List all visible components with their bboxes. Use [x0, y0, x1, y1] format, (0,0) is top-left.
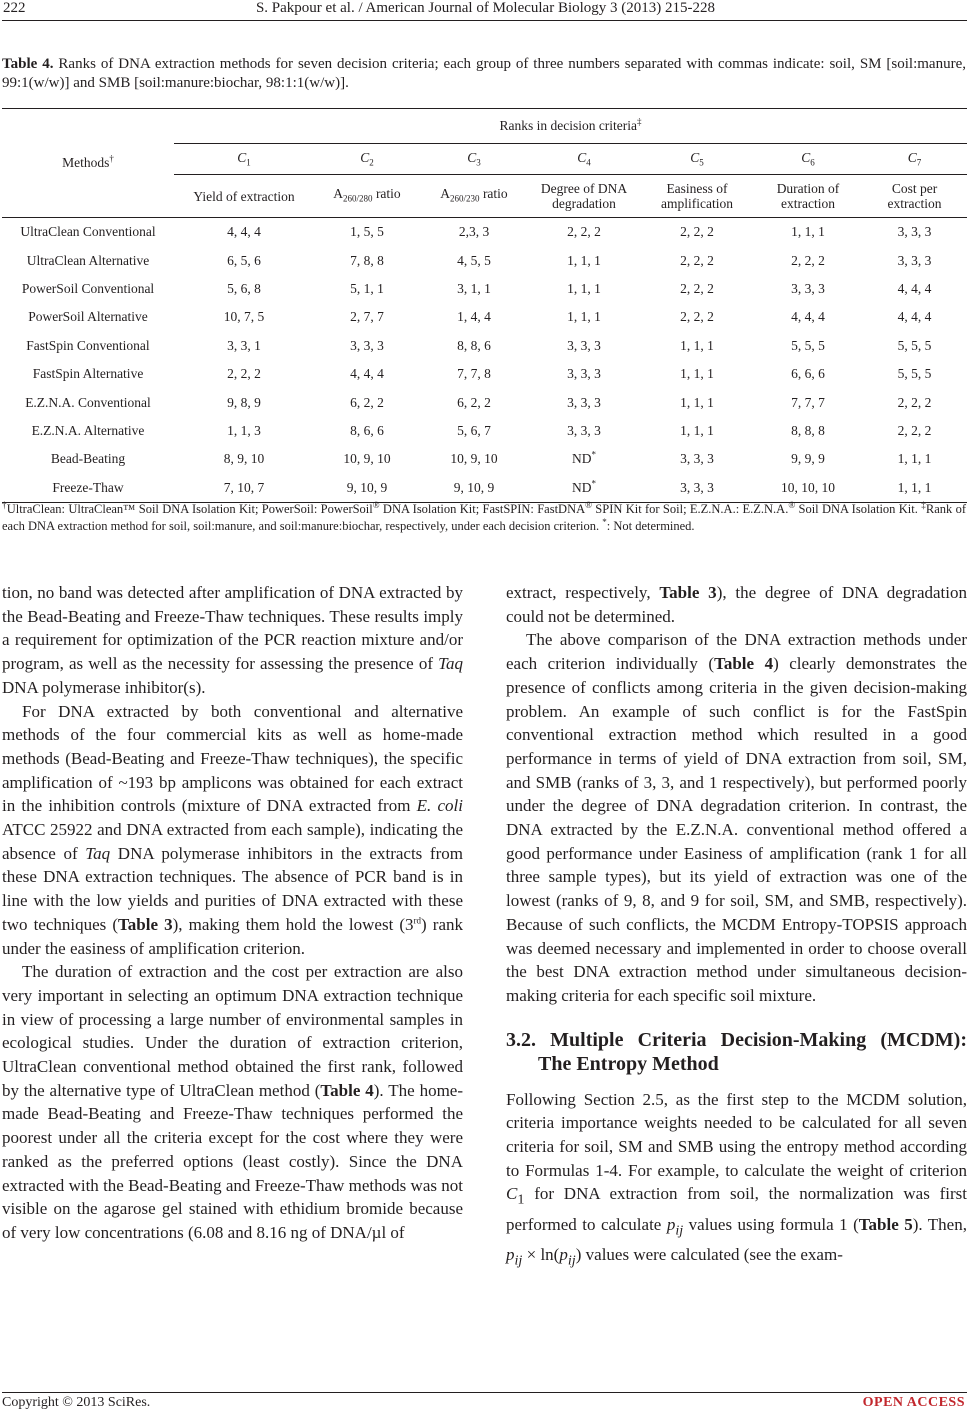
table-footnote: †UltraClean: UltraClean™ Soil DNA Isolation Kit; PowerSoil: PowerSoil® DNA Isolation Kit; FastSPIN: FastDNA® SPIN Kit for Soil; E.Z.N.A.: E.Z.N.A.® Soil DNA Isolation Kit. ‡Rank of each DNA extraction method for soil, soil:manure, and soil:manure:biochar, respectively, under each decision criterion. *: Not determined. [2, 499, 967, 533]
rank-cell: 2, 2, 2 [227, 366, 261, 382]
rank-cell: 9, 9, 9 [791, 451, 825, 467]
rank-cell: 7, 7, 8 [457, 366, 491, 382]
rank-cell: 1, 1, 1 [680, 394, 714, 410]
footer-rule [2, 1392, 967, 1393]
rank-cell: 2, 2, 2 [680, 280, 714, 296]
method-name: PowerSoil Alternative [28, 309, 148, 325]
rank-cell: 5, 5, 5 [897, 337, 932, 353]
method-name: Bead-Beating [50, 451, 126, 467]
rank-cell: 1, 1, 1 [567, 309, 601, 325]
section-heading: 3.2. Multiple Criteria Decision-Making (MCDM): The Entropy Method [506, 1028, 967, 1075]
method-name: UltraClean Alternative [26, 252, 150, 268]
method-name: Freeze-Thaw [2, 474, 174, 503]
rank-cell: 3, 3, 3 [897, 224, 932, 240]
rank-cell: 7, 10, 7 [174, 474, 314, 503]
method-name: FastSpin Conventional [26, 337, 150, 353]
criterion-label: $A_{260/230}$ ratio [420, 175, 528, 218]
rank-cell: 10, 10, 10 [754, 474, 862, 503]
criterion-label: Yield of extraction [174, 175, 314, 218]
page-number: 222 [3, 0, 26, 16]
rank-cell: 5, 6, 8 [227, 280, 261, 296]
table-row [2, 360, 967, 388]
table-row [2, 275, 967, 303]
rank-cell: 4, 4, 4 [897, 280, 932, 296]
criteria-span-header: Ranks in decision criteria‡ [174, 109, 967, 144]
rank-cell: 8, 6, 6 [350, 422, 384, 438]
rank-cell: 1, 1, 3 [227, 422, 261, 438]
rank-cell: 5, 6, 7 [457, 422, 491, 438]
right-paragraph-1: extract, respectively, Table 3), the degree of DNA degradation could not be determined. [506, 583, 967, 626]
rank-cell: 2, 2, 2 [680, 252, 714, 268]
table-row [2, 445, 967, 473]
table-row [2, 246, 967, 274]
method-name: E.Z.N.A. Alternative [31, 422, 145, 438]
criterion-label: Duration of extraction [754, 175, 862, 218]
criterion-symbol: $C_6$ [754, 144, 862, 175]
rank-cell: 1, 1, 1 [567, 280, 601, 296]
criterion-label: Degree of DNA degradation [528, 175, 640, 218]
rank-cell: 8, 8, 8 [791, 422, 825, 438]
rank-cell: 2, 7, 7 [350, 309, 384, 325]
rank-cell: 1, 1, 1 [680, 337, 714, 353]
rank-cell: 3, 3, 3 [791, 280, 825, 296]
rank-cell: 2, 2, 2 [791, 252, 825, 268]
right-column [506, 581, 967, 1273]
rank-cell: 3, 3, 3 [567, 337, 601, 353]
rank-cell: 4, 4, 4 [791, 309, 825, 325]
rank-cell: 9, 8, 9 [227, 394, 261, 410]
table-row [2, 332, 967, 360]
rank-cell: 2,3, 3 [458, 224, 490, 240]
rank-cell: 10, 7, 5 [223, 309, 265, 325]
rank-cell: 10, 9, 10 [343, 451, 391, 467]
rank-cell: ND* [528, 474, 640, 503]
method-name: UltraClean Conventional [20, 224, 156, 240]
table-caption-label: Table 4. [2, 56, 54, 72]
rank-cell: 2, 2, 2 [680, 224, 714, 240]
rank-cell: 2, 2, 2 [680, 309, 714, 325]
rank-cell: 6, 2, 2 [457, 394, 491, 410]
rank-cell: 3, 3, 3 [680, 451, 714, 467]
rank-cell: 3, 1, 1 [457, 280, 491, 296]
table-row [2, 218, 967, 247]
rank-cell: ND* [572, 449, 596, 467]
rank-cell: 4, 4, 4 [350, 366, 384, 382]
page-header [0, 0, 971, 22]
table-row [2, 417, 967, 445]
table-row [2, 474, 967, 503]
copyright: Copyright © 2013 SciRes. [2, 1395, 151, 1410]
rank-cell: 4, 4, 4 [227, 224, 261, 240]
rank-cell: 3, 3, 1 [227, 337, 261, 353]
criterion-label: $A_{260/280}$ ratio [314, 175, 420, 218]
table-caption [2, 55, 966, 93]
rank-cell: 3, 3, 3 [897, 252, 932, 268]
rank-cell: 3, 3, 3 [567, 422, 601, 438]
rank-cell: 1, 4, 4 [457, 309, 491, 325]
rank-cell: 8, 8, 6 [457, 337, 491, 353]
rank-cell: 3, 3, 3 [567, 394, 601, 410]
methods-header: Methods† [2, 109, 174, 218]
rank-cell: 7, 7, 7 [791, 394, 825, 410]
rank-cell: 9, 10, 9 [420, 474, 528, 503]
rank-cell: 1, 1, 1 [862, 474, 967, 503]
rank-cell: 2, 2, 2 [897, 422, 932, 438]
rank-cell: 1, 1, 1 [897, 451, 932, 467]
rank-cell: 10, 9, 10 [450, 451, 498, 467]
rank-cell: 1, 5, 5 [350, 224, 384, 240]
table-caption-text: Ranks of DNA extraction methods for seven decision criteria; each group of three numbers separated with commas indicate: soil, SM [soil:manure, 99:1(w/w)] and SMB [soil:manure:biochar, 98:1:1(w/w)]. [2, 56, 966, 91]
right-paragraph-2: The above comparison of the DNA extraction methods under each criterion individually (Table 4) clearly demonstrates the presence of conflicts among criteria in the given decision-making problem. An example of such conflict is for the FastSpin conventional extraction method which resulted in a good performance in terms of yield of DNA extraction from soil, SM, and SMB (ranks of 3, 3, and 1 respectively), but performed poorly under the degree of DNA degradation criterion. In contrast, the DNA extracted by the E.Z.N.A. conventional method offered a good performance under Easiness of amplification (rank 1 for all three sample types), but its yield of extraction was one of the lowest (ranks of 9, 8, and 9 for soil, SM, and SMB, respectively). Because of such conflicts, the MCDM Entropy-TOPSIS approach was deemed necessary and implemented in order to choose overall the best DNA extraction method under simultaneous decision-making criteria for each specific soil mixture. [506, 630, 967, 1005]
criterion-symbol: $C_3$ [420, 144, 528, 175]
criterion-symbol: $C_4$ [528, 144, 640, 175]
rank-cell: 6, 2, 2 [350, 394, 384, 410]
left-paragraph-2: For DNA extracted by both conventional and alternative methods of the four commercial kits as well as home-made methods (Bead-Beating and Freeze-Thaw techniques), the specific amplification of ~193 bp amplicons was obtained for each extract in the inhibition controls (mixture of DNA extracted from E. coli ATCC 25922 and DNA extracted from each sample), indicating the absence of Taq DNA polymerase inhibitors in the extracts from these DNA extraction techniques. The absence of PCR band is in line with the low yields and purities of DNA extracted with these two techniques (Table 3), making them hold the lowest (3rd) rank under the easiness of amplification criterion. [2, 701, 463, 958]
rank-cell: 1, 1, 1 [567, 252, 601, 268]
rank-cell: 2, 2, 2 [567, 224, 601, 240]
method-name: E.Z.N.A. Conventional [25, 394, 151, 410]
method-name: FastSpin Alternative [32, 366, 144, 382]
rank-cell: 1, 1, 1 [791, 224, 825, 240]
left-column [2, 581, 463, 1245]
rank-cell: 5, 5, 5 [791, 337, 825, 353]
rank-cell: 7, 8, 8 [350, 252, 384, 268]
rank-cell: 1, 1, 1 [680, 366, 714, 382]
ranks-table [2, 108, 967, 503]
header-rule [2, 20, 967, 21]
table-row [2, 388, 967, 416]
rank-cell: 3, 3, 3 [640, 474, 754, 503]
rank-cell: 4, 5, 5 [457, 252, 491, 268]
criterion-symbol: $C_1$ [174, 144, 314, 175]
right-paragraph-3: Following Section 2.5, as the first step to the MCDM solution, criteria importance weights needed to be calculated for all seven criteria for soil, SM and SMB using the entropy method according to Formulas 1-4. For example, to calculate the weight of criterion $C_1$ for DNA extraction from soil, the normalization was first performed to calculate $p_{ij}$ values using formula 1 (Table 5). Then, $p_{ij} \times \ln(p_{ij})$ values were calculated (see the exam- [506, 1089, 967, 1269]
criterion-label: Cost per extraction [862, 175, 967, 218]
left-paragraph-3: The duration of extraction and the cost per extraction are also very important in selecting an optimum DNA extraction technique in view of processing a large number of environmental samples in ecological studies. Under the duration of extraction criterion, UltraClean conventional method obtained the first rank, followed by the alternative type of UltraClean method (Table 4). The home-made Bead-Beating and Freeze-Thaw techniques performed the poorest under all the criteria except for the cost where they were ranked as the preferred options (least costly). Since the DNA extracted with the Bead-Beating and Freeze-Thaw methods was not visible on the agarose gel stained with ethidium bromide because of very low concentrations (6.08 and 8.16 ng of DNA/µl of [2, 962, 463, 1242]
criterion-symbol: $C_2$ [314, 144, 420, 175]
criterion-symbol: $C_5$ [640, 144, 754, 175]
rank-cell: 6, 6, 6 [791, 366, 825, 382]
rank-cell: 5, 5, 5 [897, 366, 932, 382]
rank-cell: 8, 9, 10 [223, 451, 265, 467]
rank-cell: 5, 1, 1 [350, 280, 384, 296]
rank-cell: 9, 10, 9 [314, 474, 420, 503]
left-paragraph-1: tion, no band was detected after amplification of DNA extracted by the Bead-Beating and Freeze-Thaw techniques. These results imply a requirement for optimization of the PCR reaction mixture and/or program, as well as the necessity for assessing the presence of Taq DNA polymerase inhibitor(s). [2, 583, 463, 697]
rank-cell: 1, 1, 1 [680, 422, 714, 438]
rank-cell: 3, 3, 3 [567, 366, 601, 382]
rank-cell: 2, 2, 2 [897, 394, 932, 410]
open-access-label: OPEN ACCESS [862, 1395, 965, 1410]
table-row [2, 303, 967, 331]
criterion-symbol: $C_7$ [862, 144, 967, 175]
criterion-label: Easiness of amplification [640, 175, 754, 218]
rank-cell: 6, 5, 6 [227, 252, 261, 268]
running-title: S. Pakpour et al. / American Journal of Molecular Biology 3 (2013) 215-228 [255, 0, 716, 16]
method-name: PowerSoil Conventional [21, 280, 155, 296]
rank-cell: 3, 3, 3 [350, 337, 384, 353]
rank-cell: 4, 4, 4 [897, 309, 932, 325]
